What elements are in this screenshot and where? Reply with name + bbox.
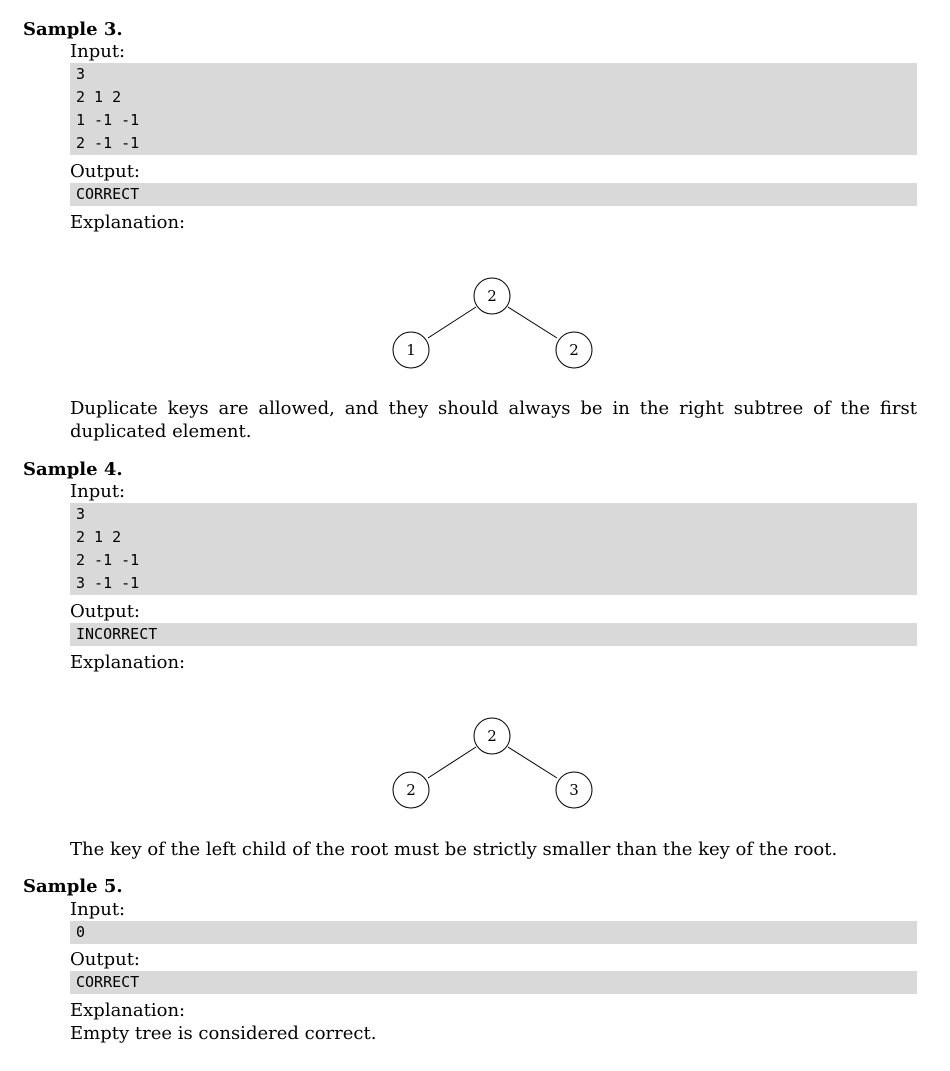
input-line: 3 (76, 65, 86, 83)
output-label: Output: (70, 161, 140, 182)
input-label: Input: (70, 899, 126, 920)
explanation-label: Explanation: (70, 212, 186, 233)
input-line: 2 1 2 (76, 88, 122, 106)
output-box (70, 623, 917, 646)
sample-heading: Sample 4. (23, 459, 123, 480)
tree-diagram (0, 705, 950, 815)
input-box (70, 503, 917, 595)
tree-node-right-key: 3 (569, 781, 579, 799)
tree-edge-right (508, 307, 557, 338)
sample-heading: Sample 3. (23, 19, 123, 40)
input-line: 1 -1 -1 (76, 111, 140, 129)
tree-edge-right (508, 747, 557, 778)
input-line: 2 1 2 (76, 528, 122, 546)
input-line: 2 -1 -1 (76, 551, 140, 569)
sample-heading: Sample 5. (23, 876, 123, 897)
output-box (70, 183, 917, 206)
input-box (70, 921, 917, 944)
explanation-text: The key of the left child of the root must be strictly smaller than the key of the root. (70, 839, 838, 860)
output-label: Output: (70, 601, 140, 622)
output-line: CORRECT (76, 973, 140, 991)
tree-node-left-key: 2 (406, 781, 416, 799)
output-label: Output: (70, 949, 140, 970)
input-line: 3 -1 -1 (76, 574, 140, 592)
input-line: 3 (76, 505, 86, 523)
input-line: 2 -1 -1 (76, 134, 140, 152)
input-label: Input: (70, 481, 126, 502)
input-line: 0 (76, 923, 86, 941)
output-box (70, 971, 917, 994)
tree-edge-left (428, 307, 476, 338)
explanation-text: Duplicate keys are allowed, and they should always be in the right subtree of the first duplicated element. (70, 398, 917, 442)
output-line: CORRECT (76, 185, 140, 203)
explanation-text: Empty tree is considered correct. (70, 1023, 377, 1044)
tree-node-root-key: 2 (487, 727, 497, 745)
explanation-label: Explanation: (70, 652, 186, 673)
explanation-label: Explanation: (70, 1000, 186, 1021)
input-box (70, 63, 917, 155)
input-label: Input: (70, 41, 126, 62)
output-line: INCORRECT (76, 625, 158, 643)
tree-diagram (0, 265, 950, 375)
tree-node-right-key: 2 (569, 341, 579, 359)
tree-node-root-key: 2 (487, 287, 497, 305)
tree-edge-left (428, 747, 476, 778)
tree-node-left-key: 1 (406, 341, 416, 359)
